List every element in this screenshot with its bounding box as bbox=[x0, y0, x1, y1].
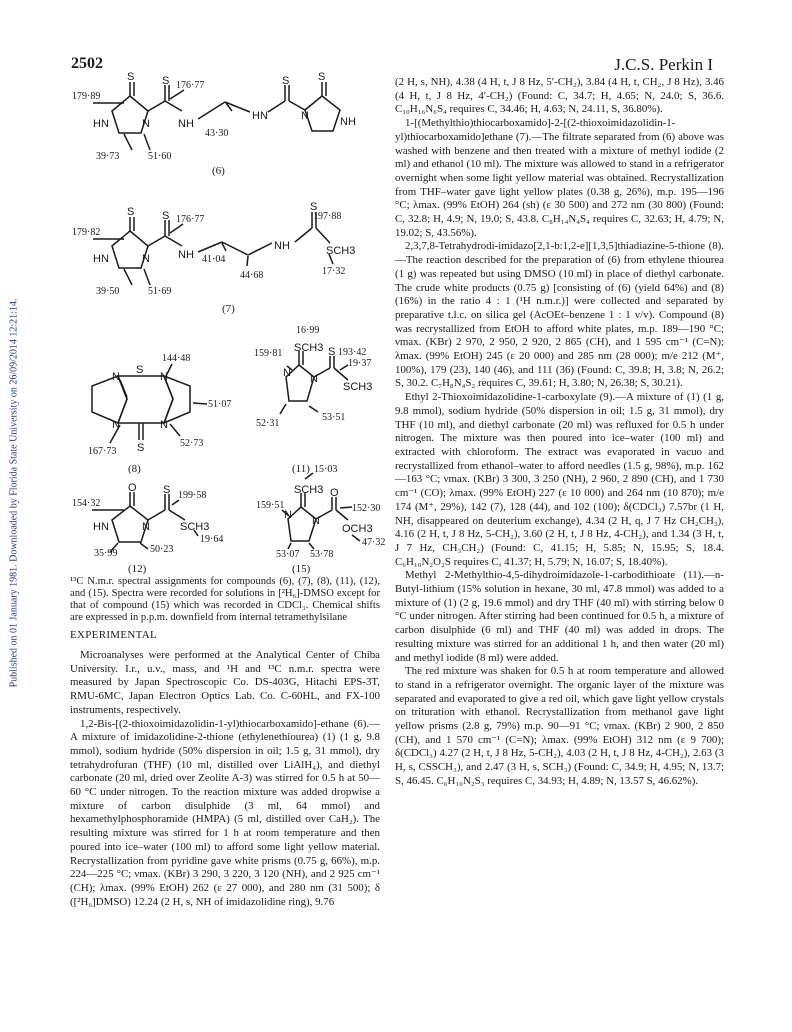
section-heading: EXPERIMENTAL bbox=[70, 629, 158, 641]
structure-atom: S bbox=[318, 71, 326, 83]
shift-label: 52·73 bbox=[180, 438, 204, 449]
structure-15 bbox=[256, 464, 385, 575]
paragraph: Microanalyses were performed at the Analytical Center of Chiba University. I.r., u.v., mass, and ¹H and ¹³C n.m.r. spectra were measured by Japan Spectroscopic Co. DS-403G, Hitachi EPS-3T, RMU-6MC, Japan Electron Optics Lab. Co. C-60HL, and FX-100 instruments, respectively. bbox=[70, 649, 380, 716]
structure-atom: N bbox=[283, 367, 291, 379]
structure-atom: N bbox=[142, 253, 150, 265]
compound-label: (12) bbox=[128, 563, 147, 575]
shift-label: 53·51 bbox=[322, 412, 346, 423]
shift-label: 41·04 bbox=[202, 254, 226, 265]
structure-11 bbox=[254, 325, 372, 475]
structure-atom: N bbox=[160, 371, 168, 383]
structure-atom: N bbox=[142, 521, 150, 533]
structure-atom: HN bbox=[93, 118, 109, 130]
shift-label: 154·32 bbox=[72, 498, 101, 509]
paragraph: Methyl 2-Methylthio-4,5-dihydroimidazole-1-carbodithioate (11).—n-Butyl-lithium (15% solution in hexane, 30 ml, 47.8 mmol) was added to a mixture of (1) (2 g, 19.6 mmol) and dry THF (40 ml) with stirring below 0 °C under nitrogen. After stirring had been continued for 0.5 h, a mixture of carbon disulphide (6 ml) and THF (40 ml) was added in drops. The resulting mixture was stirred for an additional 1 h, and then water (20 ml) and methyl iodide (8 ml) were added. bbox=[395, 569, 724, 664]
structure-atom: N bbox=[112, 419, 120, 431]
shift-label: 51·07 bbox=[208, 399, 232, 410]
shift-label: 16·99 bbox=[296, 325, 320, 336]
shift-label: 44·68 bbox=[240, 270, 264, 281]
page-number: 2502 bbox=[71, 55, 103, 72]
right-column bbox=[395, 76, 724, 789]
journal-title: J.C.S. Perkin I bbox=[614, 55, 713, 74]
structure-atom: S bbox=[127, 71, 135, 83]
shift-label: 152·30 bbox=[352, 503, 381, 514]
shift-label: 199·58 bbox=[178, 490, 207, 501]
structure-atom: N bbox=[112, 371, 120, 383]
structure-atom: NH bbox=[274, 240, 290, 252]
shift-label: 159·51 bbox=[256, 500, 285, 511]
structure-atom: O bbox=[128, 482, 137, 494]
structure-12 bbox=[72, 482, 223, 575]
structure-atom: SCH3 bbox=[294, 342, 324, 354]
structure-atom: S bbox=[137, 442, 145, 454]
structure-6 bbox=[72, 71, 356, 177]
paragraph: (2 H, s, NH), 4.38 (4 H, t, J 8 Hz, 5′-CH₂), 3.84 (4 H, t, CH₂, J 8 Hz), 3.46 (4 H, t, J 8 Hz, 4′-CH₂) (Found: C, 34.7; H, 4.65; N, 24.0; S, 36.6. C₁₀H₁₆N₆S₄ requires C, 34.46; H, 4.63; N, 24.11, S, 36.80%). bbox=[395, 76, 724, 116]
shift-label: 35·99 bbox=[94, 548, 118, 559]
structure-atom: S bbox=[328, 346, 336, 358]
shift-label: 39·50 bbox=[96, 286, 120, 297]
shift-label: 19·37 bbox=[348, 358, 372, 369]
shift-label: 144·48 bbox=[162, 353, 191, 364]
figure-caption: ¹³C N.m.r. spectral assignments for compounds (6), (7), (8), (11), (12), and (15). Spectra were recorded for solutions in [²H₆]-DMSO except for that of compound (15) which was recorded in CDCl₃. Chemical shifts are expressed in p.p.m. downfield from internal tetramethylsilane bbox=[70, 576, 380, 623]
structure-atom: N bbox=[312, 515, 320, 527]
shift-label: 19·64 bbox=[200, 534, 224, 545]
compound-label: (8) bbox=[128, 463, 141, 475]
shift-label: 197·88 bbox=[313, 211, 342, 222]
shift-label: 51·69 bbox=[148, 286, 172, 297]
paragraph: Ethyl 2-Thioxoimidazolidine-1-carboxylate (9).—A mixture of (1) (1 g, 9.8 mmol), sodium hydride (50% dispersion in oil; 1.5 g, 31 mmol), dry THF (10 ml), and diethyl carbonate (20 ml) was refluxed for 0.5 h under nitrogen. The mixture was then poured into ice–water (100 ml) and extracted with chloroform. The extract was evaporated in vacuo and recrystallized from ethanol–water to afford needles (1.5 g, 98%), m.p. 162—163 °C; νmax. (KBr) 3 300, 3 250 (NH), 2 960, 2 890 (CH), and 1 730 cm⁻¹ (CO); λmax. (99% EtOH) 227 (ε 10 000) and 264 nm (10 870); m/e 174 (M⁺, 29%), 142 (7), 128 (44), and 102 (100); δ(CDCl₃) 7.57br (1 H, NH, disappeared on deuterium exchange), 4.34 (2 H, q, J 7 Hz CH₂CH₃), 4.16 (2 H, t, J 8 Hz, 5-CH₂), 3.60 (2 H, t, J 8 Hz, 4-CH₂), and 1.34 (3 H, t, J 7 Hz, CH₃CH₂) (Found: C, 41.15; H, 5.85; N, 15.95; S, 18.4. C₆H₁₀N₂O₂S requires C, 41.37; H, 5.79; N, 16.07; S, 18.40%). bbox=[395, 391, 724, 568]
structure-atom: S bbox=[163, 484, 171, 496]
shift-label: 193·42 bbox=[338, 347, 367, 358]
structure-atom: NH bbox=[340, 116, 356, 128]
structure-atom: OCH3 bbox=[342, 523, 373, 535]
shift-label: 53·78 bbox=[310, 549, 334, 560]
structure-atom: SCH3 bbox=[294, 484, 324, 496]
structure-atom: N bbox=[301, 110, 309, 122]
compound-label: (11) bbox=[292, 463, 310, 475]
shift-label: 17·32 bbox=[322, 266, 346, 277]
shift-label: 51·60 bbox=[148, 151, 172, 162]
shift-label: 39·73 bbox=[96, 151, 120, 162]
structure-atom: S bbox=[282, 75, 290, 87]
structure-atom: NH bbox=[178, 249, 194, 261]
shift-label: 159·81 bbox=[254, 348, 283, 359]
structure-7 bbox=[72, 201, 355, 315]
paragraph: 2,3,7,8-Tetrahydrodi-imidazo[2,1-b:1,2-e][1,3,5]thiadiazine-5-thione (8).—The reaction described for the preparation of (6) from ethylene thiourea (1 g) was repeated but using DMSO (10 ml) in place of diethyl carbonate. The crude white products (0.75 g) [consisting of (6) (yield 64%) and (8) (16%) in the ratio 4 : 1 (¹H n.m.r.)] were collected and separated by preparative t.l.c. on silica gel (AcOEt–benzene 1 : 1 v/v). Compound (8) was recrystallized from EtOH to afford white plates, m.p. 189—190 °C; νmax. (KBr) 2 970, 2 950, 2 920, 2 865 (CH), and 1 595 cm⁻¹ (C=N); λmax. (99% EtOH) 245 (ε 20 000) and 285 nm (28 000); m/e 212 (M⁺, 100%), 179 (23), 140 (46), and 111 (36) (Found: C, 39.8; H, 3.8; N, 26.2; S, 30.2. C₇H₈N₄S₂ requires C, 39.61; H, 3.80; N, 26.38; S, 30.21). bbox=[395, 240, 724, 390]
paragraph: 1,2-Bis-[(2-thioxoimidazolidin-1-yl)thiocarboxamido]-ethane (6).—A mixture of imidazolidine-2-thione (ethylenethiourea) (1) (1 g, 9.8 mmol), sodium hydride (50% dispersion in oil; 1.5 g, 31 mmol), dry tetrahydrofuran (THF) (10 ml, distilled over LiAlH₄), and diethyl carbonate (20 ml, dried over Zeolite A-3) was stirred for 0.5 h at 50—60 °C under nitrogen. To the reaction mixture was added dropwise a mixture of carbon disulphide (3 ml, 64 mmol) and hexamethylphosphoramide (HMPA) (5 ml, distilled over CaH₂). The resulting mixture was stirred for 1 h at room temperature and then poured into ice–water (100 ml) to afford some light yellow material. Recrystallization from pyridine gave white prisms (0.75 g, 66%), m.p. 224—225 °C; νmax. (KBr) 3 290, 3 220, 3 120 (NH), and 2 925 cm⁻¹ (CH); λmax. (99% EtOH) 262 (ε 27 000), and 280 nm (31 500); δ ([²H₆]DMSO) 12.24 (2 H, s, NH of imidazolidine ring), 9.76 bbox=[70, 717, 380, 908]
structure-atom: S bbox=[127, 206, 135, 218]
shift-label: 47·32 bbox=[362, 537, 386, 548]
structure-atom: S bbox=[136, 364, 144, 376]
structure-atom: HN bbox=[93, 521, 109, 533]
structure-atom: N bbox=[142, 118, 150, 130]
shift-label: 43·30 bbox=[205, 128, 229, 139]
compound-label: (15) bbox=[292, 563, 311, 575]
structure-atom: N bbox=[160, 419, 168, 431]
shift-label: 52·31 bbox=[256, 418, 280, 429]
structure-atom: NH bbox=[178, 118, 194, 130]
shift-label: 15·03 bbox=[314, 464, 338, 475]
shift-label: 53·07 bbox=[276, 549, 300, 560]
shift-label: 50·23 bbox=[150, 544, 174, 555]
compound-label: (6) bbox=[212, 165, 225, 177]
paragraph: 1-[(Methylthio)thiocarboxamido]-2-[(2-thioxoimidazolidin-1-yl)thiocarboxamido]ethane (7).—The filtrate separated from (6) above was washed with benzene and then treated with a mixture of methyl iodide (2 ml) and ethanol (10 ml). The mixture was allowed to stand in a refrigerator overnight when some light yellow material was obtained. Recrystallization from THF–water gave light yellow plates (0.38 g, 26%), m.p. 195—196 °C; λmax. (99% EtOH) 264 (sh) (ε 30 500) and 272 nm (30 800) (Found: C, 32.8; H, 4.9; N, 19.0; S, 43.8. C₈H₁₄N₄S₄ requires C, 32.63; H, 4.79; N, 19.02; S, 43.56%). bbox=[395, 117, 724, 239]
shift-label: 179·89 bbox=[72, 91, 101, 102]
shift-label: 179·82 bbox=[72, 227, 101, 238]
structure-atom: HN bbox=[93, 253, 109, 265]
paragraph: The red mixture was shaken for 0.5 h at room temperature and allowed to stand in a refrigerator overnight. The organic layer of the mixture was separated and evaporated to give a red oil, which gave light yellow crystals on trituration with ethanol. Recrystallization from methanol gave light yellow prisms (2.8 g, 79%) m.p. 90—91 °C; νmax. (KBr) 2 900, 2 850 (CH), and 1 570 cm⁻¹ (C=N); λmax. (99% EtOH) 312 nm (ε 9 700); δ(CDCl₃) 4.27 (2 H, t, J 8 Hz, 5-CH₂), 4.03 (2 H, t, J 8 Hz, 4-CH₂), 2.63 (3 H, s, CSSCH₃), and 2.47 (3 H, s, SCH₃) (Found: C, 34.9; H, 4.95; N, 13.7; S, 46.45. C₆H₁₀N₂S₃ requires C, 34.93; H, 4.89; N, 13.57 S, 46.62%). bbox=[395, 665, 724, 787]
shift-label: 176·77 bbox=[176, 80, 205, 91]
left-column bbox=[70, 649, 380, 909]
structure-atom: N bbox=[310, 373, 318, 385]
compound-label: (7) bbox=[222, 303, 235, 315]
structure-atom: HN bbox=[252, 110, 268, 122]
shift-label: 167·73 bbox=[88, 446, 117, 457]
structure-atom: S bbox=[310, 201, 318, 213]
structure-atom: SCH3 bbox=[180, 521, 210, 533]
shift-label: 176·77 bbox=[176, 214, 205, 225]
structure-atom: S bbox=[162, 210, 170, 222]
structure-8 bbox=[88, 353, 231, 475]
structure-atom: N bbox=[284, 509, 292, 521]
structure-atom: SCH3 bbox=[326, 245, 356, 257]
publication-note: Published on 01 January 1981. Downloaded by Florida State University on 26/09/2014 12:21:14. bbox=[8, 298, 20, 688]
structure-atom: SCH3 bbox=[343, 381, 373, 393]
structure-atom: O bbox=[330, 487, 339, 499]
structure-atom: S bbox=[162, 75, 170, 87]
